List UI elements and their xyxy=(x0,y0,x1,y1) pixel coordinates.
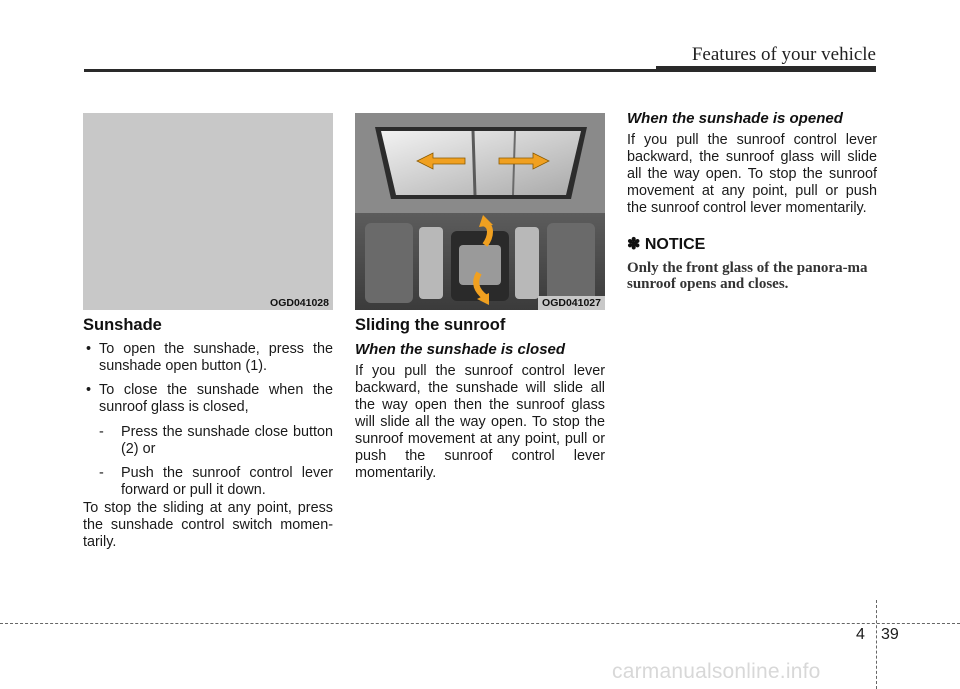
section-heading-sliding-sunroof: Sliding the sunroof xyxy=(355,316,506,334)
page-chapter: 4 xyxy=(856,626,865,643)
header-title: Features of your vehicle xyxy=(691,44,876,65)
column-sliding-sunroof xyxy=(355,113,605,482)
subheading-sunshade-opened: When the sunshade is opened xyxy=(627,110,843,127)
figure-code: OGD041027 xyxy=(538,296,605,310)
sunshade-closed-paragraph: If you pull the sunroof control lever backward, the sunshade will slide all the way open then the sunroof glass will slide all the way open. To stop the sunroof movement at any point, pull or push the sunroof control lever momentarily. xyxy=(355,363,605,481)
footer-vertical-rule xyxy=(876,600,877,689)
header-rule-accent xyxy=(656,66,876,72)
figure-code: OGD041028 xyxy=(266,296,333,310)
list-item: - Press the sunshade close button (2) or xyxy=(99,424,333,457)
notice-body: Only the front glass of the panora-ma sunroof opens and closes. xyxy=(627,260,868,292)
sunshade-paragraph: To stop the sliding at any point, press the sunshade control switch momen-tarily. xyxy=(83,500,333,550)
sunshade-dash-list xyxy=(99,424,333,499)
figure-sunroof-controls xyxy=(355,113,605,310)
list-item: • To close the sunshade when the sunroof glass is closed, - Press the sunshade close button (2) or - Push the sunroof control lever forward or pull it down. xyxy=(86,382,333,498)
figure-sunshade xyxy=(83,113,333,310)
notice-title: ✽ NOTICE xyxy=(627,236,706,253)
column-sunshade xyxy=(83,113,333,551)
column-sunshade-opened xyxy=(627,110,877,292)
footer-dashed-rule xyxy=(0,623,960,624)
section-heading-sunshade: Sunshade xyxy=(83,316,162,334)
subheading-sunshade-closed: When the sunshade is closed xyxy=(355,341,566,358)
watermark: carmanualsonline.info xyxy=(612,660,821,683)
sunroof-illustration xyxy=(355,113,605,310)
sunshade-bullet-list xyxy=(83,341,333,499)
page-number: 39 xyxy=(881,626,899,643)
sunshade-opened-paragraph: If you pull the sunroof control lever backward, the sunroof glass will slide all the way open. To stop the sunroof movement at any point, pull or push the sunroof control lever momentarily. xyxy=(627,132,877,216)
list-item: • To open the sunshade, press the sunshade open button (1). xyxy=(86,341,333,374)
list-item: - Push the sunroof control lever forward or pull it down. xyxy=(99,465,333,498)
